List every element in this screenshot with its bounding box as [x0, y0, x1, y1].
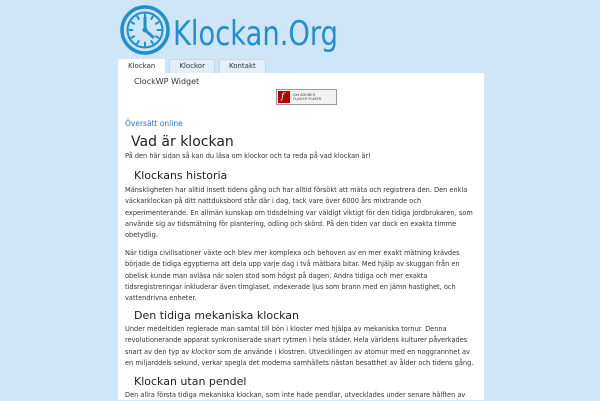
section-heading-pendel: Klockan utan pendel [134, 375, 247, 388]
flash-icon: f [278, 91, 290, 103]
page-title: Vad är klockan [131, 134, 234, 150]
main-nav [118, 59, 266, 73]
paragraph-part: som de använde i klostren. Utvecklingen av atomur med en noggrannhet av en miljarddels sekund, verkar spegla det moderna samhällets nästan besatthet av ålder och tidens gång. [125, 347, 474, 367]
tab-klockor[interactable]: Klockor [169, 59, 215, 73]
paragraph-part: Under medeltiden reglerade man samtal till bön i kloster med hjälpa av mekaniska tornur. Denna revolutionerande apparat synkroniserade snart rytmen i hela städer. Hela världens kulturer påverkades snart av den typ av [125, 325, 468, 356]
translate-link[interactable]: Översätt online [125, 119, 183, 128]
widget-title: ClockWP Widget [134, 77, 200, 86]
paragraph: Mänskligheten har alltid insett tidens gång och har alltid försökt att mäta och registrera den. Den enkla väckarklockan på ditt nattduksbord står där i dag, tack vare över 6000 års mixtrande och experimenterande. En allmän kunskap om tidsdelning var väldigt viktigt för den tidiga jordbrukaren, som använde sig av tidsmätning för plantering, odling och skörd. På den tiden var dock en exakta timme obetydlig. [125, 186, 473, 240]
site-logo[interactable] [121, 4, 341, 56]
get-flash-player-button[interactable] [276, 89, 337, 105]
tab-kontakt[interactable]: Kontakt [219, 59, 266, 73]
section-heading-historia: Klockans historia [134, 169, 228, 182]
intro-text: På den här sidan så kan du läsa om klockor och ta reda på vad klockan är! [125, 152, 371, 160]
clock-icon [122, 7, 168, 53]
paragraph: Den allra första tidiga mekaniska klockan, som inte hade pendlar, utvecklades under senare hälften av [125, 391, 466, 399]
main-content [118, 73, 484, 400]
flash-text-line1: Get ADOBE® [293, 93, 316, 97]
emphasis-klockor: klockor [191, 347, 216, 356]
section-heading-mekaniska: Den tidiga mekaniska klockan [134, 309, 299, 322]
flash-text-line2: FLASH® PLAYER [293, 97, 322, 101]
paragraph: När tidiga civilisationer växte och blev mer komplexa och behoven av en mer exakt mätning krävdes började de tidiga egyptierna att dela upp varje dag i två mätbara bitar. Med hjälp av skuggan från en obelisk kunde man avläsa när solen stod som högst på dagen. Andra tidiga och mer exakta tidsregistreringar inkluderar även timglaset, indexerade ljus som brann med en jämn hastighet, och vattendrivna enheter. [125, 249, 460, 303]
logo-text: Klockan.Org [173, 14, 338, 54]
paragraph [125, 324, 479, 369]
tab-klockan[interactable]: Klockan [118, 59, 165, 73]
